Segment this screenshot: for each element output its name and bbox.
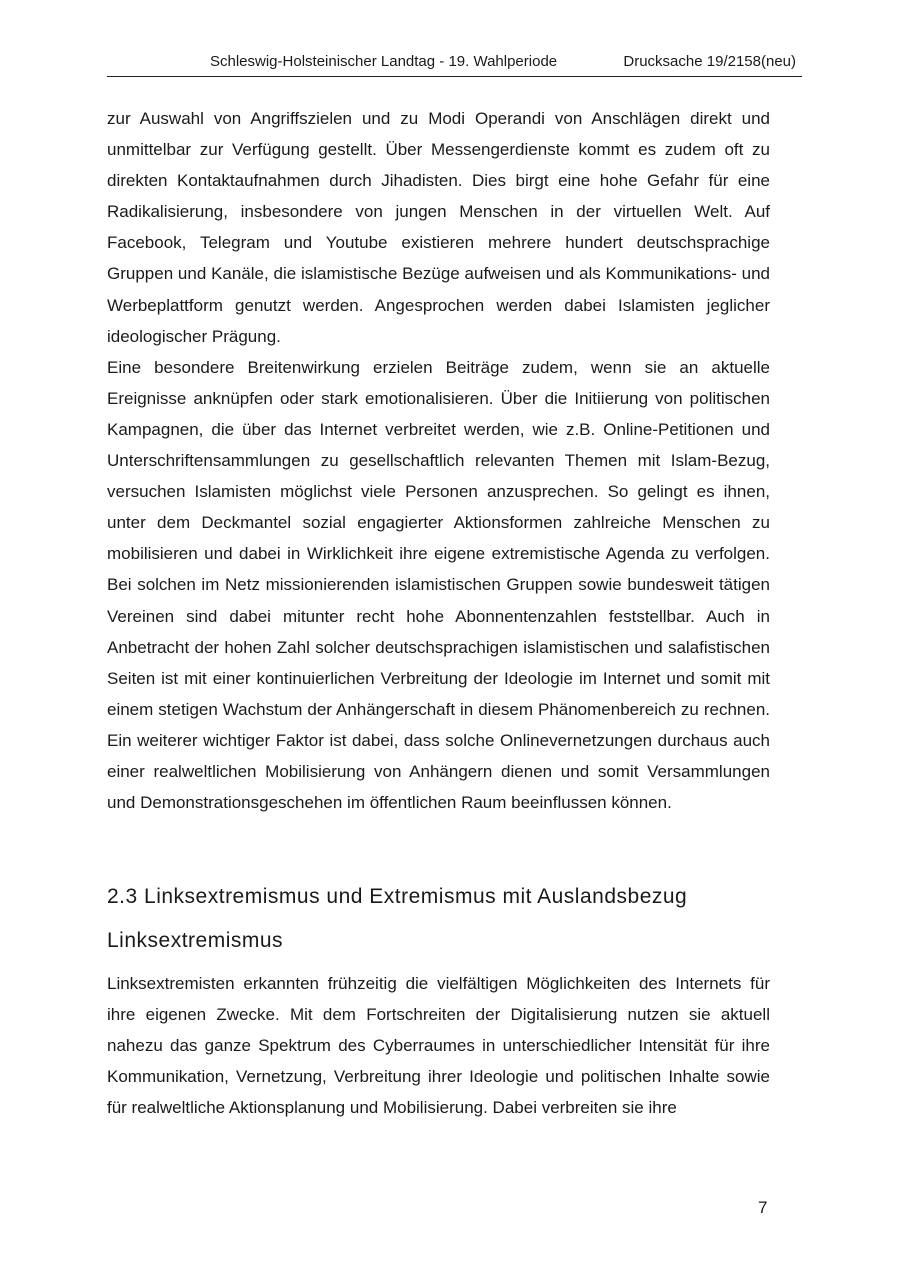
subheading: Linksextremismus bbox=[107, 929, 284, 952]
header-parliament-title: Schleswig-Holsteinischer Landtag - 19. Wahlperiode bbox=[210, 53, 558, 70]
paragraph-3: Linksextremisten erkannten frühzeitig die vielfältigen Möglichkeiten des Internets für ihre eigenen Zwecke. Mit dem Fortschreiten der Digitalisierung nutzen sie aktuell nahezu das ganze Spektrum des Cyberraumes in unterschiedlicher Intensität für ihre Kommunikation, Vernetzung, Verbreitung ihrer Ideologie und politischen Inhalte sowie für realweltliche Aktionsplanung und Mobilisierung. Dabei verbreiten sie ihre bbox=[107, 974, 770, 1118]
paragraph-2: Eine besondere Breitenwirkung erzielen Beiträge zudem, wenn sie an aktuelle Ereignisse anknüpfen oder stark emotionalisieren. Über die Initiierung von politischen Kampagnen, die über das Internet verbreitet werden, wie z.B. Online-Petitionen und Unterschriftensammlungen zu gesellschaftlich relevanten Themen mit Islam-Bezug, versuchen Islamisten möglichst viele Personen anzusprechen. So gelingt es ihnen, unter dem Deckmantel sozial engagierter Aktionsformen zahlreiche Menschen zu mobilisieren und dabei in Wirklichkeit ihre eigene extremistische Agenda zu verfolgen. Bei solchen im Netz missionierenden islamistischen Gruppen sowie bundesweit tätigen Vereinen sind dabei mitunter recht hohe Abonnentenzahlen feststellbar. Auch in Anbetracht der hohen Zahl solcher deutschsprachigen islamistischen und salafistischen Seiten ist mit einer kontinuierlichen Verbreitung der Ideologie im Internet und somit mit einem stetigen Wachstum der Anhängerschaft in diesem Phänomenbereich zu rechnen. Ein weiterer wichtiger Faktor ist dabei, dass solche Onlinevernetzungen durchaus auch einer realweltlichen Mobilisierung von Anhängern dienen und somit Versammlungen und Demonstrationsgeschehen im öffentlichen Raum beeinflussen können. bbox=[107, 357, 770, 813]
document-body bbox=[107, 103, 770, 818]
page-number: 7 bbox=[758, 1198, 768, 1217]
running-header bbox=[107, 48, 802, 77]
header-document-number: Drucksache 19/2158(neu) bbox=[623, 53, 796, 70]
paragraph-1: zur Auswahl von Angriffszielen und zu Modi Operandi von Anschlägen direkt und unmittelbar zur Verfügung gestellt. Über Messengerdienste kommt es zudem oft zu direkten Kontaktaufnahmen durch Jihadisten. Dies birgt eine hohe Gefahr für eine Radikalisierung, insbesondere von jungen Menschen in der virtuellen Welt. Auf Facebook, Telegram und Youtube existieren mehrere hundert deutschsprachige Gruppen und Kanäle, die islamistische Bezüge aufweisen und als Kommunikations- und Werbeplattform genutzt werden. Angesprochen werden dabei Islamisten jeglicher ideologischer Prägung. bbox=[107, 109, 770, 346]
section-heading: 2.3 Linksextremismus und Extremismus mit Auslandsbezug bbox=[107, 885, 688, 908]
